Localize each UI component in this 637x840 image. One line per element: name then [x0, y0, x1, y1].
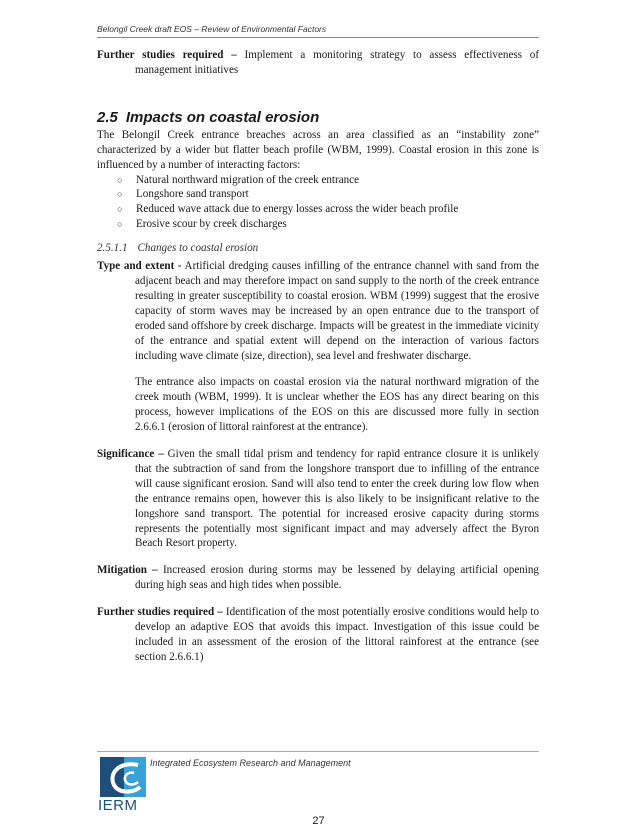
significance-lead: Significance – — [97, 448, 164, 461]
mitigation-text: Increased erosion during storms may be lessened by delaying artificial opening during high seas and high tides when possible. — [135, 564, 539, 592]
further-studies-text: Identification of the most potentially erosive conditions would help to develop an adaptive EOS that avoids this impact. Investigation of this issue could be included in an assessment of the erosion of the littoral rainforest at the entrance (see section 2.6.6.1) — [135, 606, 540, 663]
footer-organisation: Integrated Ecosystem Research and Management — [150, 758, 351, 768]
mitigation-paragraph — [97, 563, 539, 593]
section-title: Impacts on coastal erosion — [125, 108, 320, 126]
subsection-number: 2.5.1.1 — [97, 242, 128, 255]
logo-wordmark: IERM — [98, 797, 138, 814]
further-studies-paragraph — [97, 605, 539, 665]
section-heading — [97, 109, 539, 127]
bullet-icon: ○ — [117, 174, 123, 185]
significance-text: Given the small tidal prism and tendency for rapid entrance closure it is unlikely that the subtraction of sand from the longshore transport due to infilling of the entrance will cause significant erosion. Sand will also tend to enter the creek during low flow when the entrance remains open, however this is also likely to be insignificant relative to the longshore sand transport. The potential for increased erosive capacity during storms represents the potentially most significant impact and may adversely affect the Byron Beach Resort property. — [135, 448, 540, 550]
list-item: ○ Erosive scour by creek discharges — [117, 218, 287, 231]
running-header: Belongil Creek draft EOS – Review of Environmental Factors — [97, 24, 327, 34]
list-item: ○ Reduced wave attack due to energy losses across the wider beach profile — [117, 203, 459, 216]
intro-further-studies — [97, 48, 539, 78]
intro-lead: Further studies required – — [97, 49, 237, 61]
page-number: 27 — [312, 815, 325, 827]
type-extent-second-paragraph: The entrance also impacts on coastal erosion via the natural northward migration of the creek mouth (WBM, 1999). It is unclear whether the EOS has any direct bearing on this process, however implications of the EOS on this are discussed more fully in section 2.6.6.1 (erosion of littoral rainforest at the entrance). — [135, 376, 539, 434]
section-number: 2.5 — [97, 108, 118, 126]
subsection-title: Changes to coastal erosion — [137, 242, 259, 255]
intro-text: Implement a monitoring strategy to assess effectiveness of management initiatives — [135, 49, 540, 76]
mitigation-lead: Mitigation – — [97, 564, 158, 577]
type-extent-lead: Type and extent - — [97, 260, 182, 273]
page-body — [97, 48, 539, 665]
bullet-icon: ○ — [117, 219, 123, 230]
further-studies-lead: Further studies required – — [97, 606, 223, 619]
type-extent-paragraph — [97, 259, 539, 363]
bullet-icon: ○ — [117, 204, 123, 215]
bullet-icon: ○ — [117, 189, 123, 200]
header-divider — [97, 37, 539, 38]
ierm-logo-icon — [100, 757, 146, 797]
factor-list — [97, 173, 539, 233]
section-intro: The Belongil Creek entrance breaches across an area classified as an “instability zone” characterized by a wider but flatter beach profile (WBM, 1999). Coastal erosion in this zone is influenced by a number of interacting factors: — [97, 128, 539, 171]
significance-paragraph — [97, 447, 539, 551]
list-item: ○ Natural northward migration of the creek entrance — [117, 173, 360, 186]
subsection-heading — [97, 241, 539, 256]
list-item: ○ Longshore sand transport — [117, 188, 249, 201]
type-extent-text: Artificial dredging causes infilling of the entrance channel with sand from the adjacent beach and may therefore impact on sand supply to the north of the creek entrance resulting in greater susceptibility to coastal erosion. WBM (1999) suggest that the erosive capacity of storm waves may be increased by an open entrance due to the transport of eroded sand offshore by creek discharge. Impacts will be greatest in the immediate vicinity of the entrance and spatial extent will depend on the interaction of various factors including wave climate (size, direction), sea level and freshwater discharge. — [135, 260, 539, 362]
footer-divider — [97, 751, 539, 752]
